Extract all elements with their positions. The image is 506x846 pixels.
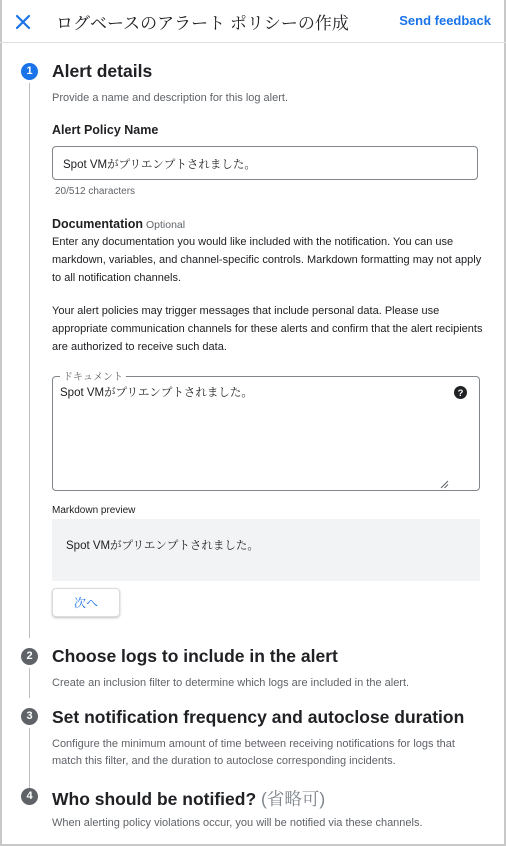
next-button[interactable]: 次へ xyxy=(52,588,120,617)
markdown-preview-text: Spot VMがプリエンプトされました。 xyxy=(66,540,259,552)
step-description-4: When alerting policy violations occur, you will be notified via these channels. xyxy=(52,817,423,829)
step-connector-2 xyxy=(29,668,30,698)
help-icon[interactable] xyxy=(454,386,467,399)
documentation-optional-tag: Optional xyxy=(145,219,186,231)
step-title-4[interactable] xyxy=(52,786,325,811)
documentation-label xyxy=(52,217,185,231)
send-feedback-link[interactable]: Send feedback xyxy=(399,13,491,28)
page-title: ログベースのアラート ポリシーの作成 xyxy=(56,14,349,33)
close-icon[interactable] xyxy=(12,11,34,33)
documentation-field-legend: ドキュメント xyxy=(60,368,126,383)
step-title-2[interactable]: Choose logs to include in the alert xyxy=(52,646,338,666)
dialog-header xyxy=(0,0,506,43)
privacy-note: Your alert policies may trigger messages that include personal data. Please use appropriate communication channels for these alerts and confirm that the alert recipients are authorized to receive such data. xyxy=(52,305,483,353)
documentation-textarea-value[interactable]: Spot VMがプリエンプトされました。 xyxy=(60,387,253,399)
policy-name-label: Alert Policy Name xyxy=(52,123,159,137)
step-connector-1 xyxy=(29,83,30,638)
step-number-1: 1 xyxy=(21,63,38,80)
step-description-2: Create an inclusion filter to determine which logs are included in the alert. xyxy=(52,677,410,689)
policy-name-input[interactable] xyxy=(61,147,465,181)
step-number-4: 4 xyxy=(21,788,38,805)
step-number-2: 2 xyxy=(21,648,38,665)
char-counter: 20/512 characters xyxy=(55,186,136,197)
documentation-label-text: Documentation xyxy=(52,217,143,231)
step-description-3: Configure the minimum amount of time between receiving notifications for logs that match this filter, and the duration to autoclose corresponding incidents. xyxy=(52,738,455,767)
svg-text:?: ? xyxy=(457,388,464,399)
policy-name-field-box xyxy=(52,146,478,180)
markdown-preview-label: Markdown preview xyxy=(52,505,136,516)
step-title-3[interactable]: Set notification frequency and autoclose duration xyxy=(52,707,465,727)
step-title-4-optional: (省略可) xyxy=(261,789,326,809)
step-title-1[interactable]: Alert details xyxy=(52,61,153,81)
step-number-3: 3 xyxy=(21,708,38,725)
step-description-1: Provide a name and description for this log alert. xyxy=(52,92,289,104)
documentation-help-text: Enter any documentation you would like included with the notification. You can use markdown, variables, and channel-specific controls. Markdown formatting may not apply to all notification channels. xyxy=(52,236,482,284)
step-title-4-text: Who should be notified? xyxy=(52,789,257,809)
resize-handle-icon[interactable] xyxy=(440,480,449,489)
step-connector-3 xyxy=(29,728,30,788)
